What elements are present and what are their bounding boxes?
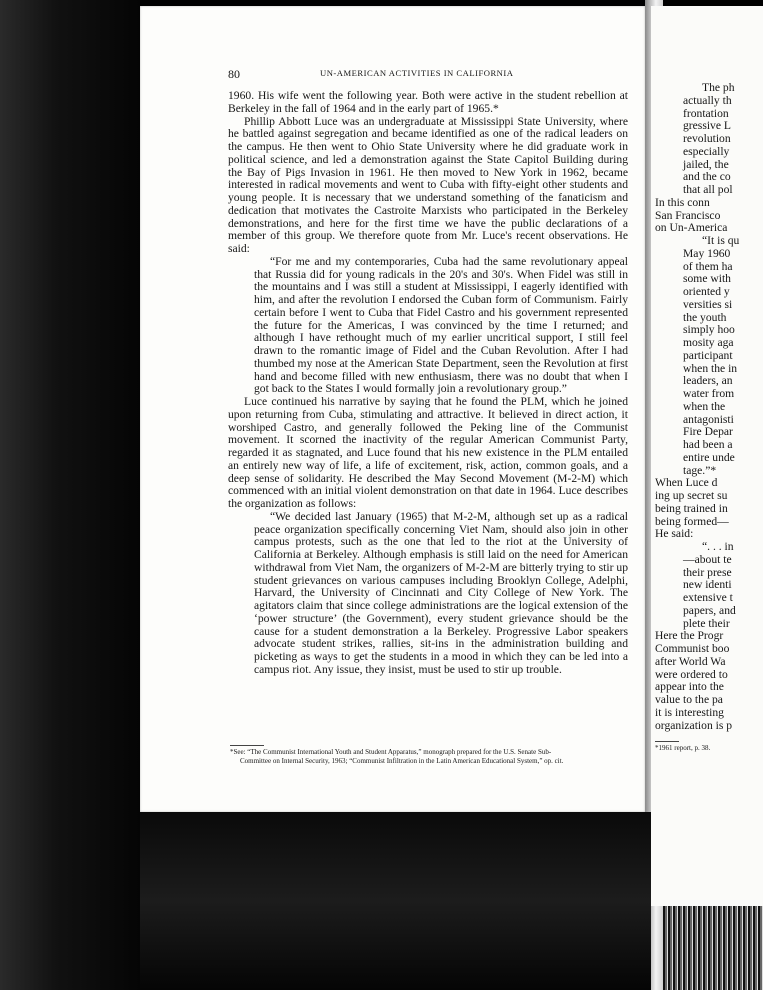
right-page-line: on Un-America — [655, 221, 728, 235]
right-page-line: that all pol — [683, 183, 733, 196]
running-head — [228, 67, 628, 85]
right-page-line: oriented y — [683, 285, 730, 298]
right-page-line: —about te — [683, 552, 732, 566]
footnote-rule — [230, 745, 264, 746]
scan-bottom-shadow — [140, 812, 651, 990]
right-page-line: water from — [683, 387, 735, 400]
right-page-line: jailed, the — [683, 157, 729, 171]
right-page-line: antagonisti — [683, 412, 734, 426]
right-page-line: simply hoo — [683, 323, 735, 337]
right-page-line: frontation — [683, 106, 729, 120]
right-page-line: The ph — [702, 81, 735, 94]
right-page-line: entire unde — [683, 450, 735, 464]
right-page-line: were ordered to — [655, 667, 728, 681]
right-page-line: their prese — [683, 565, 732, 579]
right-page-line: extensive t — [683, 591, 733, 604]
right-page-line: Here the Progr — [655, 629, 724, 643]
body-text — [228, 90, 628, 677]
right-page-line: it is interesting — [655, 705, 724, 719]
right-page-line: especially — [683, 144, 730, 158]
page-edges — [663, 906, 763, 990]
right-page-line: after World Wa — [655, 654, 726, 668]
right-footnote: *1961 report, p. 38. — [655, 744, 711, 752]
right-page-line: “It is qu — [702, 234, 740, 247]
right-page-line: Communist boo — [655, 642, 730, 655]
right-page-line: In this conn — [655, 195, 710, 209]
right-page-line: some with — [683, 272, 731, 286]
right-page-line: and the co — [683, 170, 731, 184]
right-page-line: value to the pa — [655, 693, 723, 706]
header-title: UN-AMERICAN ACTIVITIES IN CALIFORNIA — [320, 68, 514, 78]
right-page-line: revolution — [683, 132, 731, 145]
footnote-rule — [655, 741, 679, 742]
right-page-line: May 1960 — [683, 246, 731, 260]
scan-left-margin — [0, 0, 140, 990]
right-page-line: He said: — [655, 527, 694, 541]
block-quote: “For me and my contemporaries, Cuba had the same revolutionary appeal that Russia did for young radicals in the 20's and 30's. When Fidel was still in the mountains and I was still a student at Mississippi, I eagerly identified with him, and after the revolution I endorsed the Cuban form of Communism. Fairly certain before I went to Cuba that Fidel Castro and his government represented the future for the Americas, I was convinced by the time I returned; and although I have rethought much of my earlier uncritical support, I still feel drawn to the romantic image of Fidel and the Cuban Revolution. After I had thumbed my nose at the American State Department, seen the Revolution at first hand and become filled with new enthusiasm, there was no doubt that when I got back to the States I would formally join a revolutionary group.” — [254, 254, 628, 396]
right-page-line: ing up secret su — [655, 489, 728, 502]
right-page-line: papers, and — [683, 603, 736, 617]
right-page-line: being formed— — [655, 514, 729, 528]
block-quote: “We decided last January (1965) that M-2-M, although set up as a radical peace organization specifically concerning Viet Nam, should also join in other campus protests, such as the one that led to the riot at the University of California at Berkeley. Although emphasis is still laid on the need for American withdrawal from Viet Nam, the organizers of M-2-M are bitterly trying to stir up student grievances on various campuses including Brooklyn College, Adelphi, Harvard, the University of Cincinnati and City College of New York. The agitators claim that since college administrations are the logical extension of the ‘power structure’ (the Government), every student grievance should be the cause for a student demonstration a la Berkeley. Progressive Labor speakers advocate student strikes, rallies, sit-ins in the administration building and picketing as ways to get the students in a mood in which they can be led into a campus riot. Any issue, they insist, must be used to stir up trouble. — [254, 509, 628, 676]
right-page-line: actually th — [683, 93, 732, 107]
right-page-line: plete their — [683, 616, 730, 630]
right-page-line: when the in — [683, 361, 738, 375]
right-page-line: mosity aga — [683, 336, 734, 349]
right-page-line: had been a — [683, 438, 733, 451]
footnote-line: Committee on Internal Security, 1963; “Communist Infiltration in the Latin American Educational System,” op. cit. — [240, 756, 564, 765]
right-page-line: when the — [683, 399, 726, 413]
right-page-line: “. . . in — [702, 540, 734, 553]
right-page-line: organization is p — [655, 718, 733, 732]
right-page-line: versities si — [683, 297, 733, 311]
paragraph: 1960. His wife went the following year. Both were active in the student rebellion at Berkeley in the fall of 1964 and in the early part of 1965.* — [228, 89, 628, 115]
right-page-line: When Luce d — [655, 476, 718, 490]
footnote-line: *See: “The Communist International Youth and Student Apparatus,” monograph prepared for the U.S. Senate Sub- — [230, 748, 552, 756]
right-page-line: participant — [683, 348, 733, 362]
right-page-line: of them ha — [683, 259, 733, 273]
right-page-line: Fire Depar — [683, 425, 733, 439]
right-page-line: being trained in — [655, 501, 728, 515]
right-page-text — [655, 82, 763, 732]
right-page-line: the youth — [683, 310, 727, 324]
right-page-line: tage.”* — [683, 463, 717, 477]
footnote — [230, 748, 630, 765]
paragraph: Luce continued his narrative by saying that he found the PLM, which he joined upon returning from Cuba, stimulating and attractive. It believed in direct action, it worshiped Castro, and generally followed the Peking line of the Communist movement. It scorned the inactivity of the regular American Communist Party, regarded it as stagnated, and Luce found that his new existence in the PLM entailed an entirely new way of life, a life of excitement, risk, action, common goals, and a deep sense of solidarity. He described the May Second Movement (M-2-M) which commenced with an initial violent demonstration on that date in 1964. Luce describes the organization as follows: — [228, 395, 628, 510]
paragraph: Phillip Abbott Luce was an undergraduate at Mississippi State University, where he battled against segregation and became identified as one of the radical leaders on the campus. He then went to Ohio State University where he did graduate work in political science, and led a demonstration against the State Capitol Building during the Bay of Pigs Invasion in 1961. He then moved to New York in 1962, became interested in radical movements and went to Cuba with fifty-eight other students and young people. It is necessary that we understand something of the fanaticism and dedication that motivates the Castroite Marxists who participated in the Berkeley demonstrations, and here for the first time we have the public declarations of a member of this group. We therefore quote from Mr. Luce's recent observations. He said: — [228, 114, 628, 255]
right-page-line: San Francisco — [655, 208, 721, 222]
right-page-line: leaders, an — [683, 374, 733, 388]
page-number: 80 — [228, 67, 240, 81]
right-page-line: appear into the — [655, 680, 724, 694]
right-page-line: gressive L — [683, 119, 731, 133]
right-page-line: new identi — [683, 578, 732, 592]
